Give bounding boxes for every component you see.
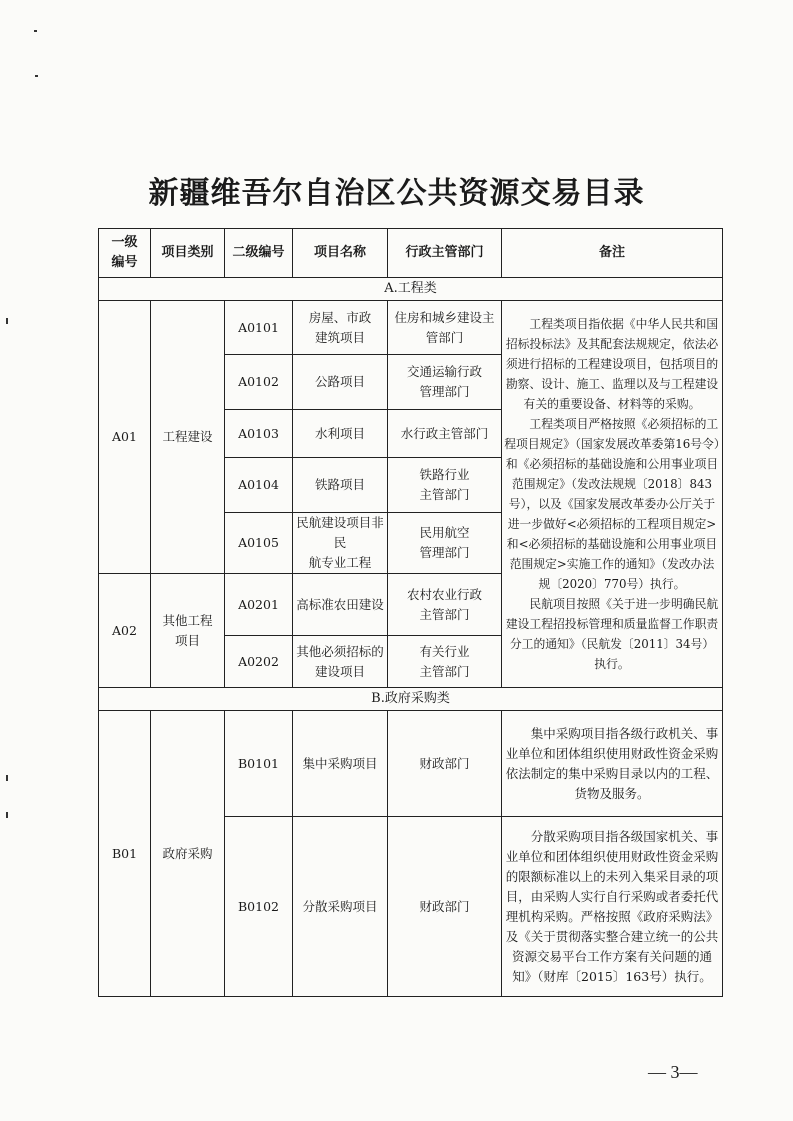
section-row-a — [99, 278, 723, 301]
project-name: 房屋、市政 建筑项目 — [293, 301, 388, 355]
level2-code: B0102 — [225, 817, 293, 997]
scan-mark — [35, 75, 38, 77]
header-level1-code: 一级 编号 — [99, 229, 151, 278]
level2-code: B0101 — [225, 711, 293, 817]
category: 其他工程 项目 — [151, 574, 225, 688]
category: 政府采购 — [151, 711, 225, 997]
page-title: 新疆维吾尔自治区公共资源交易目录 — [148, 176, 645, 211]
table-header-row — [99, 229, 723, 278]
table-row — [99, 711, 723, 817]
level2-code: A0101 — [225, 301, 293, 355]
table-row — [99, 301, 723, 355]
authority: 铁路行业 主管部门 — [388, 458, 502, 513]
note-cell-b0102 — [502, 817, 723, 997]
scan-mark — [34, 30, 37, 32]
level2-code: A0102 — [225, 355, 293, 410]
level1-code: A02 — [99, 574, 151, 688]
project-name: 分散采购项目 — [293, 817, 388, 997]
scan-mark — [6, 775, 8, 781]
catalog-table — [98, 228, 723, 997]
note-paragraph: 分散采购项目指各级国家机关、事业单位和团体组织使用财政性资金采购的限额标准以上的未列入集采目录的项目，由采购人实行自行采购或者委托代理机构采购。严格按照《政府采购法》及《关于贯彻落实整合建立统一的公共资源交易平台工作方案有关问题的通知》（财库〔2015〕163号）执行。 — [505, 828, 719, 984]
header-project-name: 项目名称 — [293, 229, 388, 278]
level2-code: A0202 — [225, 636, 293, 688]
note-paragraph: 工程类项目指依据《中华人民共和国招标投标法》及其配套法规规定，依法必须进行招标的工程建设项目，包括项目的勘察、设计、施工、监理以及与工程建设有关的重要设备、材料等的采购。 — [505, 317, 719, 411]
section-title-b: B.政府采购类 — [99, 688, 723, 711]
project-name: 民航建设项目非民 航专业工程 — [293, 513, 388, 574]
authority: 水行政主管部门 — [388, 410, 502, 458]
level2-code: A0103 — [225, 410, 293, 458]
note-paragraph: 工程类项目严格按照《必须招标的工程项目规定》（国家发展改革委第16号令）和《必须招标的基础设施和公用事业项目范围规定》（发改法规规〔2018〕843号），以及《国家发展改革委办公厅关于进一步做好<必须招标的工程项目规定>和<必须招标的基础设施和公用事业项目范围规定>实施工作的通知》（发改办法规〔2020〕770号）执行。 — [504, 417, 720, 591]
project-name: 集中采购项目 — [293, 711, 388, 817]
authority: 住房和城乡建设主 管部门 — [388, 301, 502, 355]
level2-code: A0201 — [225, 574, 293, 636]
note-cell-b0101 — [502, 711, 723, 817]
note-cell-a — [502, 301, 723, 688]
authority: 财政部门 — [388, 711, 502, 817]
project-name: 高标准农田建设 — [293, 574, 388, 636]
authority: 交通运输行政 管理部门 — [388, 355, 502, 410]
project-name: 其他必须招标的 建设项目 — [293, 636, 388, 688]
scan-mark — [6, 812, 8, 818]
category: 工程建设 — [151, 301, 225, 574]
header-category: 项目类别 — [151, 229, 225, 278]
section-row-b — [99, 688, 723, 711]
page-number: — 3— — [648, 1062, 698, 1082]
level1-code: B01 — [99, 711, 151, 997]
header-level2-code: 二级编号 — [225, 229, 293, 278]
project-name: 铁路项目 — [293, 458, 388, 513]
section-title-a: A.工程类 — [99, 278, 723, 301]
header-authority: 行政主管部门 — [388, 229, 502, 278]
project-name: 水利项目 — [293, 410, 388, 458]
level1-code: A01 — [99, 301, 151, 574]
authority: 民用航空 管理部门 — [388, 513, 502, 574]
project-name: 公路项目 — [293, 355, 388, 410]
authority: 有关行业 主管部门 — [388, 636, 502, 688]
level2-code: A0104 — [225, 458, 293, 513]
authority: 农村农业行政 主管部门 — [388, 574, 502, 636]
level2-code: A0105 — [225, 513, 293, 574]
note-paragraph: 集中采购项目指各级行政机关、事业单位和团体组织使用财政性资金采购依法制定的集中采购目录以内的工程、货物及服务。 — [505, 725, 719, 801]
authority: 财政部门 — [388, 817, 502, 997]
header-note: 备注 — [502, 229, 723, 278]
note-paragraph: 民航项目按照《关于进一步明确民航建设工程招投标管理和质量监督工作职责分工的通知》（民航发〔2011〕34号）执行。 — [505, 597, 719, 671]
scan-mark — [6, 318, 8, 324]
